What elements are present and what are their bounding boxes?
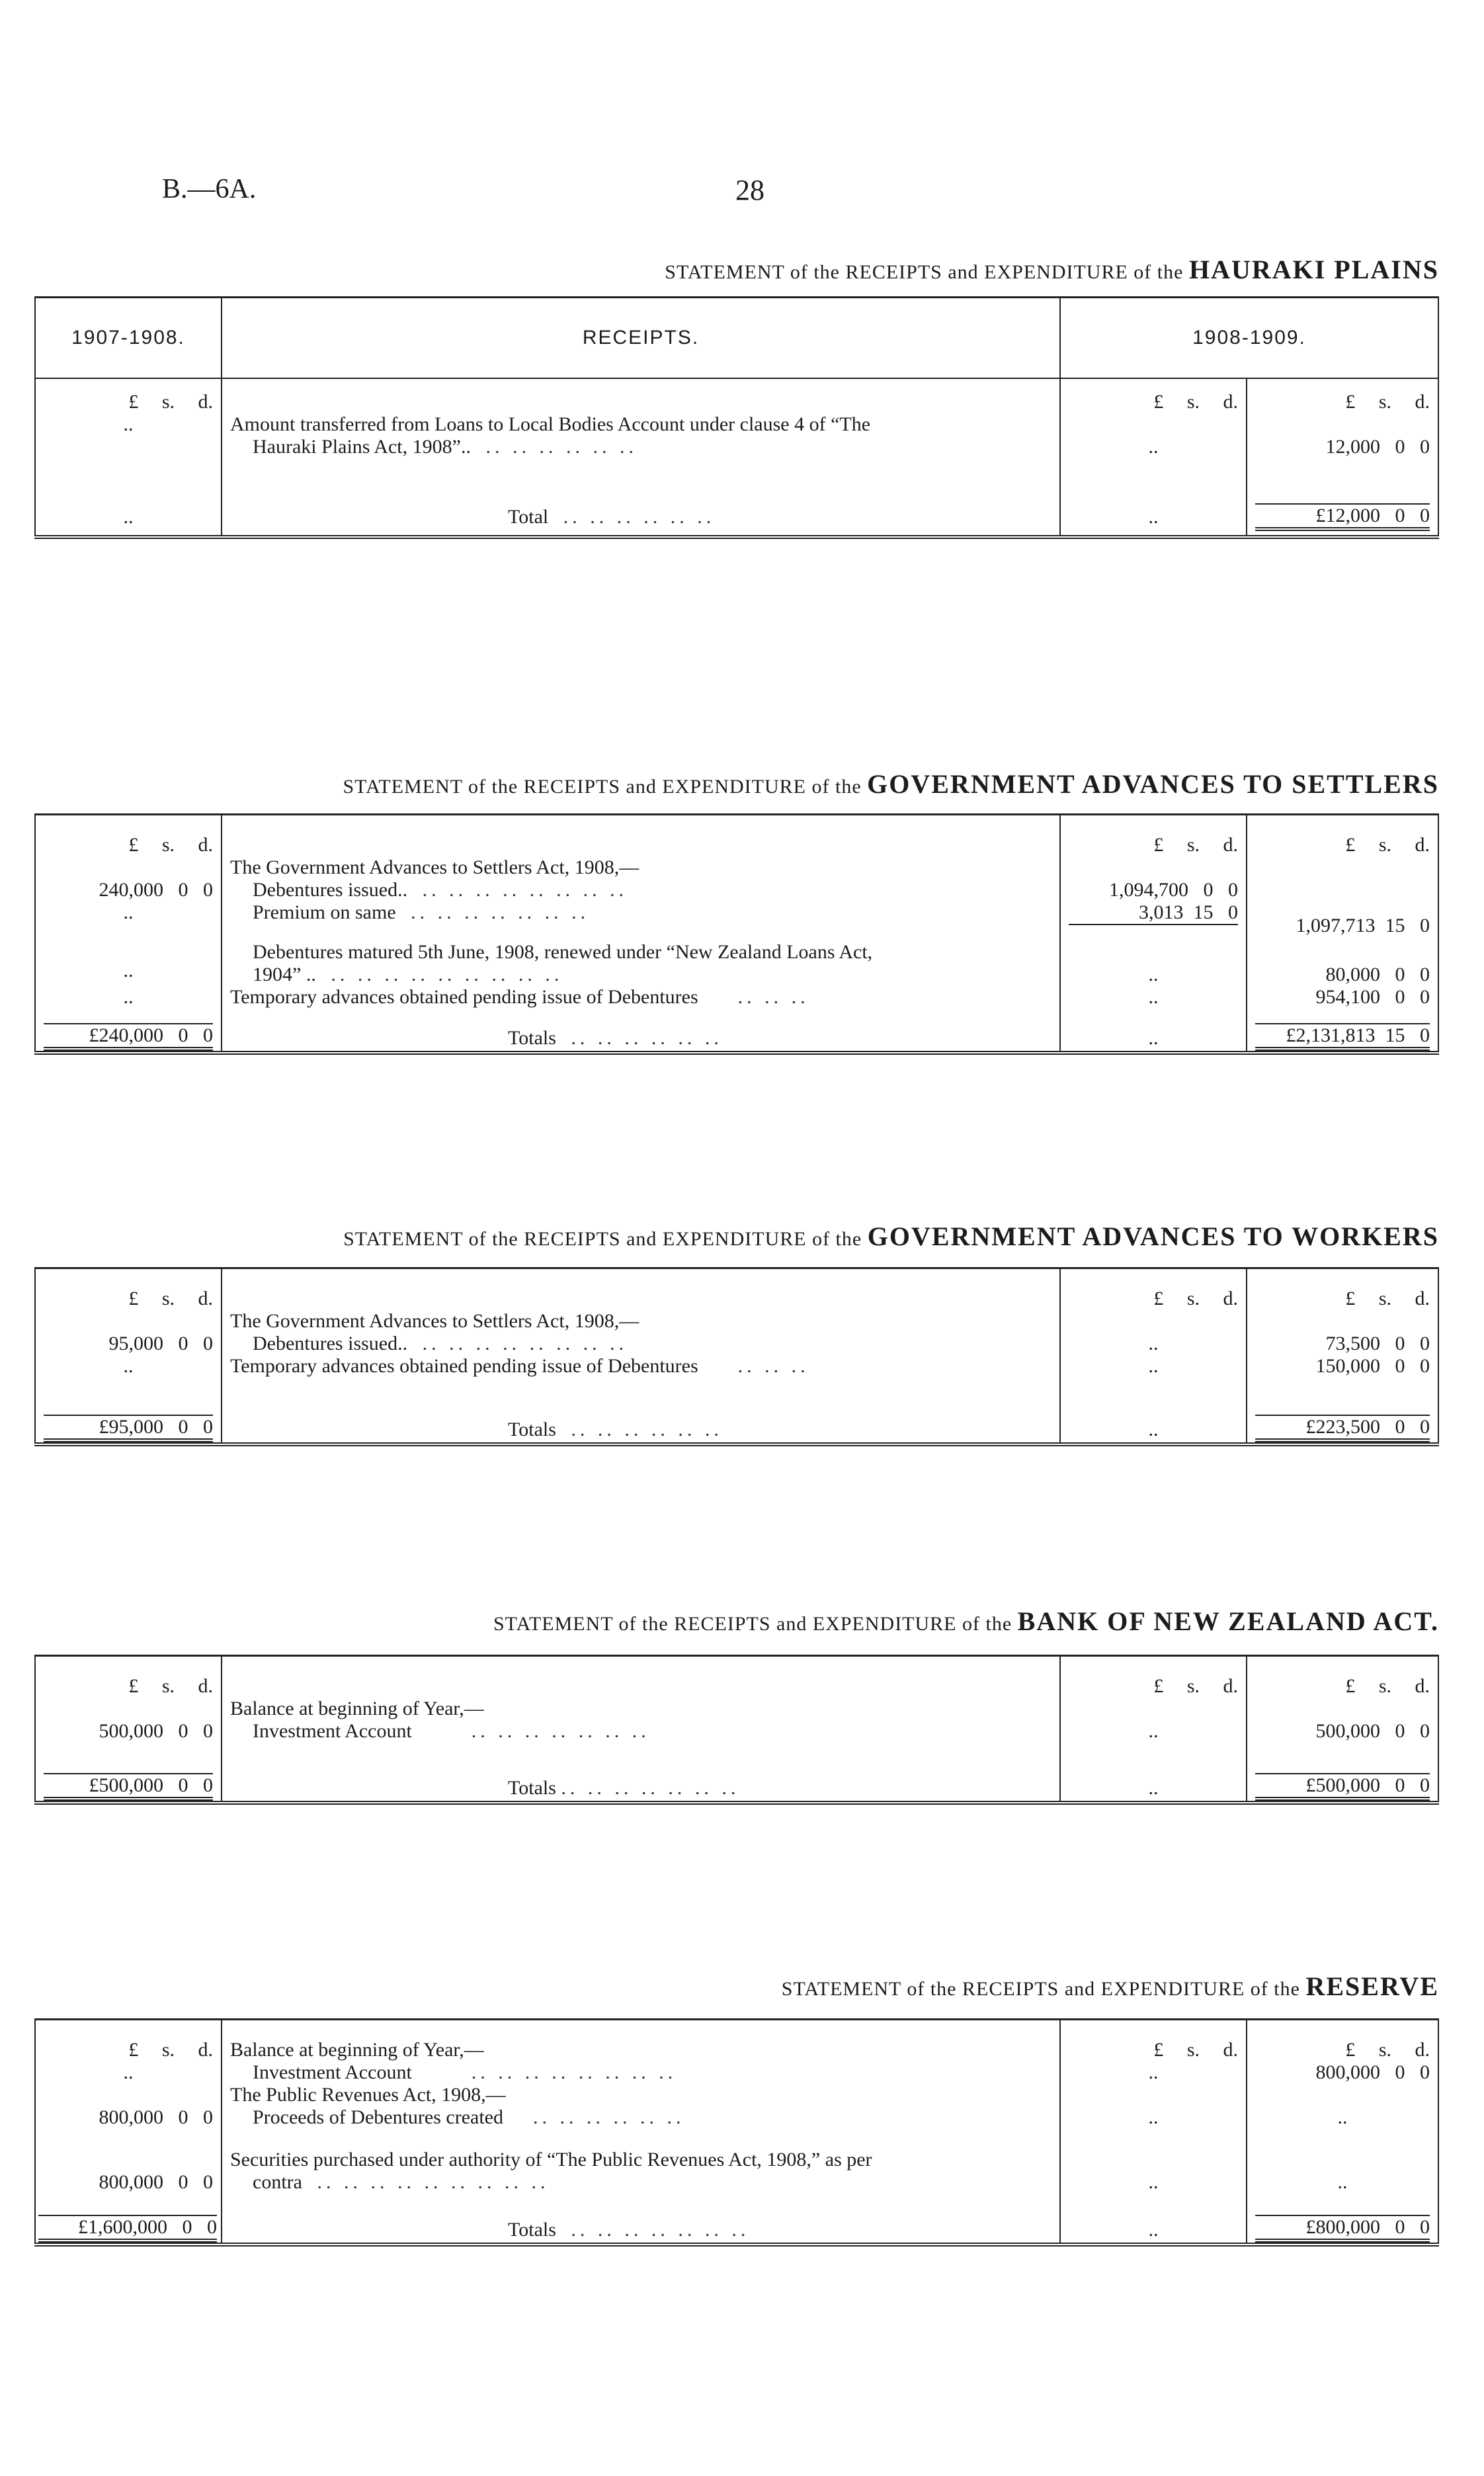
entity-name: HAURAKI PLAINS bbox=[1188, 255, 1439, 284]
units-label: £ s. d. bbox=[35, 815, 222, 857]
units-label: £ s. d. bbox=[1247, 1268, 1438, 1311]
total-row bbox=[35, 1769, 1438, 1803]
ditto-mark: .. bbox=[1060, 1769, 1247, 1803]
receipt-description bbox=[222, 413, 1060, 499]
table-row bbox=[35, 1333, 1438, 1355]
table-row bbox=[35, 1355, 1438, 1411]
table-row bbox=[35, 1720, 1438, 1769]
table-row bbox=[35, 1310, 1438, 1333]
description-line: Debentures matured 5th June, 1908, renewed under “New Zealand Loans Act, bbox=[253, 941, 873, 963]
heading-middle: of the RECEIPTS and EXPENDITURE of the bbox=[468, 776, 862, 798]
col-receipts: RECEIPTS. bbox=[222, 298, 1060, 379]
description-line: Securities purchased under authority of “The Public Revenues Act, 1908,” as per bbox=[230, 2149, 872, 2170]
ditto-mark: .. bbox=[1060, 2211, 1247, 2245]
heading-prefix: STATEMENT bbox=[781, 1978, 901, 2000]
table-row bbox=[35, 856, 1438, 879]
act-title: The Government Advances to Settlers Act, 1908,— bbox=[230, 1310, 639, 1332]
total-amount: £500,000 0 0 bbox=[1247, 1769, 1438, 1803]
ditto-mark: .. bbox=[35, 901, 222, 937]
table-row bbox=[35, 2061, 1438, 2084]
total-row bbox=[35, 2211, 1438, 2245]
heading-prefix: STATEMENT bbox=[343, 1228, 464, 1250]
ditto-mark: .. bbox=[1060, 1411, 1247, 1444]
description-line: Proceeds of Debentures created .. .. .. .. .. .. bbox=[253, 2106, 685, 2128]
table-row bbox=[35, 1698, 1438, 1720]
description-line: Premium on same .. .. .. .. .. .. .. bbox=[253, 901, 590, 923]
units-label: £ s. d. bbox=[1060, 378, 1247, 413]
subtotal-amount: 1,097,713 15 0 bbox=[1247, 901, 1438, 937]
units-label: £ s. d. bbox=[1060, 1656, 1247, 1698]
total-amount: £800,000 0 0 bbox=[1247, 2211, 1438, 2245]
total-row bbox=[35, 499, 1438, 537]
description-line: Debentures issued.. .. .. .. .. .. .. .. .. bbox=[253, 1333, 628, 1354]
ditto-mark: .. bbox=[1060, 1355, 1247, 1411]
units-label: £ s. d. bbox=[1060, 815, 1247, 857]
ditto-mark: .. bbox=[1060, 2129, 1247, 2211]
table-row bbox=[35, 2084, 1438, 2106]
heading-middle: of the RECEIPTS and EXPENDITURE of the bbox=[468, 1228, 862, 1250]
page-number: 28 bbox=[735, 174, 764, 206]
total-label-cell: Total .. .. .. .. .. .. bbox=[222, 499, 1060, 537]
total-label-cell: Totals .. .. .. .. .. .. bbox=[222, 1411, 1060, 1444]
ditto-mark: .. bbox=[1060, 986, 1247, 1019]
balance-heading: Balance at beginning of Year,— bbox=[230, 2039, 484, 2061]
reserve-table bbox=[34, 2018, 1439, 2247]
col-prev-year: 1907-1908. bbox=[35, 298, 222, 379]
total-amount: £2,131,813 15 0 bbox=[1247, 1019, 1438, 1053]
ditto-mark: .. bbox=[1060, 1333, 1247, 1355]
ditto-mark: .. bbox=[1060, 1019, 1247, 1053]
amount-cell: 500,000 0 0 bbox=[1247, 1720, 1438, 1769]
sub-amount: 1,094,700 0 0 bbox=[1060, 879, 1247, 901]
entity-name: GOVERNMENT ADVANCES TO WORKERS bbox=[867, 1221, 1439, 1251]
ditto-mark: .. bbox=[1060, 937, 1247, 986]
ditto-mark: .. bbox=[35, 1355, 222, 1411]
description-line: Amount transferred from Loans to Local Bodies Account under clause 4 of “The bbox=[230, 413, 871, 435]
total-amount: £223,500 0 0 bbox=[1247, 1411, 1438, 1444]
table-row bbox=[35, 2106, 1438, 2129]
units-label: £ s. d. bbox=[1060, 1268, 1247, 1311]
heading-prefix: STATEMENT bbox=[343, 776, 463, 798]
amount-cell: 12,000 0 0 bbox=[1247, 413, 1438, 499]
description-line: Hauraki Plains Act, 1908”.. .. .. .. .. .. .. bbox=[253, 436, 638, 458]
advances-to-settlers-table bbox=[34, 813, 1439, 1055]
table-row bbox=[35, 901, 1438, 937]
prev-total: £1,600,000 0 0 bbox=[35, 2211, 222, 2245]
table-row bbox=[35, 2020, 1438, 2062]
description-line: contra .. .. .. .. .. .. .. .. .. bbox=[253, 2171, 550, 2193]
statement-heading-reserve bbox=[782, 1971, 1439, 2002]
prev-total: £240,000 0 0 bbox=[35, 1019, 222, 1053]
heading-middle: of the RECEIPTS and EXPENDITURE of the bbox=[907, 1978, 1300, 2000]
prev-total: £95,000 0 0 bbox=[35, 1411, 222, 1444]
prev-amount: 800,000 0 0 bbox=[35, 2106, 222, 2129]
ditto-mark: .. bbox=[1060, 1720, 1247, 1769]
act-title: The Government Advances to Settlers Act, 1908,— bbox=[230, 856, 639, 878]
entity-name: GOVERNMENT ADVANCES TO SETTLERS bbox=[867, 769, 1439, 799]
ditto-mark: .. bbox=[35, 937, 222, 986]
prev-amount: 240,000 0 0 bbox=[35, 879, 222, 901]
ditto-mark: .. bbox=[1060, 499, 1247, 537]
ditto-mark: .. bbox=[35, 986, 222, 1019]
ditto-mark: .. bbox=[1247, 2106, 1438, 2129]
ditto-mark: .. bbox=[1060, 413, 1247, 499]
table-row bbox=[35, 879, 1438, 901]
units-row bbox=[35, 1656, 1438, 1698]
balance-heading: Balance at beginning of Year,— bbox=[230, 1698, 484, 1719]
bank-of-new-zealand-table bbox=[34, 1655, 1439, 1805]
units-label: £ s. d. bbox=[35, 1268, 222, 1311]
table-row bbox=[35, 986, 1438, 1019]
amount-cell: 954,100 0 0 bbox=[1247, 986, 1438, 1019]
amount-cell: 150,000 0 0 bbox=[1247, 1355, 1438, 1411]
description-line: 1904” .. .. .. .. .. .. .. .. .. .. bbox=[253, 964, 563, 985]
total-amount: £12,000 0 0 bbox=[1247, 499, 1438, 537]
heading-prefix: STATEMENT bbox=[493, 1613, 614, 1635]
prev-amount: 800,000 0 0 bbox=[35, 2129, 222, 2211]
prev-amount: 500,000 0 0 bbox=[35, 1720, 222, 1769]
description-line: Temporary advances obtained pending issue of Debentures .. .. .. bbox=[230, 1355, 809, 1377]
description-line: Temporary advances obtained pending issue of Debentures .. .. .. bbox=[230, 986, 809, 1008]
statement-heading-bnz bbox=[493, 1606, 1439, 1637]
heading-middle: of the RECEIPTS and EXPENDITURE of the bbox=[618, 1613, 1012, 1635]
units-label: £ s. d. bbox=[1247, 2020, 1438, 2062]
ditto-mark: .. bbox=[1060, 2061, 1247, 2084]
total-row bbox=[35, 1019, 1438, 1053]
advances-to-workers-table bbox=[34, 1267, 1439, 1446]
hauraki-plains-table bbox=[34, 296, 1439, 539]
statement-heading-workers bbox=[343, 1221, 1439, 1252]
sub-amount: 3,013 15 0 bbox=[1060, 901, 1247, 937]
units-label: £ s. d. bbox=[1247, 815, 1438, 857]
description-line: Investment Account .. .. .. .. .. .. .. .. bbox=[253, 2061, 677, 2083]
units-label: £ s. d. bbox=[35, 1656, 222, 1698]
total-label-cell: Totals .. .. .. .. .. .. bbox=[222, 1019, 1060, 1053]
statement-heading-settlers bbox=[343, 768, 1439, 800]
entity-name: BANK OF NEW ZEALAND ACT. bbox=[1017, 1606, 1439, 1636]
units-row bbox=[35, 378, 1438, 413]
amount-cell: 73,500 0 0 bbox=[1247, 1333, 1438, 1355]
units-label: £ s. d. bbox=[1060, 2020, 1247, 2062]
prev-total: £500,000 0 0 bbox=[35, 1769, 222, 1803]
units-label: £ s. d. bbox=[1247, 378, 1438, 413]
total-row bbox=[35, 1411, 1438, 1444]
total-label-cell: Totals .. .. .. .. .. .. .. bbox=[222, 2211, 1060, 2245]
units-label: £ s. d. bbox=[35, 2020, 222, 2062]
amount-cell: 80,000 0 0 bbox=[1247, 937, 1438, 986]
act-title: The Public Revenues Act, 1908,— bbox=[230, 2084, 506, 2106]
ditto-mark: .. bbox=[35, 413, 222, 499]
table-row bbox=[35, 937, 1438, 986]
units-row bbox=[35, 815, 1438, 857]
units-label: £ s. d. bbox=[35, 378, 222, 413]
heading-prefix: STATEMENT bbox=[665, 261, 785, 283]
col-current-year: 1908-1909. bbox=[1060, 298, 1438, 379]
entity-name: RESERVE bbox=[1305, 1971, 1439, 2001]
table-row bbox=[35, 413, 1438, 499]
heading-middle: of the RECEIPTS and EXPENDITURE of the bbox=[790, 261, 1184, 283]
amount-cell: 800,000 0 0 bbox=[1247, 2061, 1438, 2084]
ditto-mark: .. bbox=[1247, 2129, 1438, 2211]
description-line: Investment Account .. .. .. .. .. .. .. bbox=[253, 1720, 650, 1742]
description-line: Debentures issued.. .. .. .. .. .. .. .. .. bbox=[253, 879, 628, 901]
table-row bbox=[35, 2129, 1438, 2211]
total-label-cell: Totals .. .. .. .. .. .. .. bbox=[222, 1769, 1060, 1803]
units-row bbox=[35, 1268, 1438, 1311]
ditto-mark: .. bbox=[35, 499, 222, 537]
statement-heading-hauraki bbox=[665, 254, 1439, 285]
units-label: £ s. d. bbox=[1247, 1656, 1438, 1698]
prev-amount: 95,000 0 0 bbox=[35, 1333, 222, 1355]
header-row bbox=[35, 298, 1438, 379]
ditto-mark: .. bbox=[1060, 2106, 1247, 2129]
ditto-mark: .. bbox=[35, 2061, 222, 2084]
page-reference: B.—6A. bbox=[162, 174, 257, 204]
